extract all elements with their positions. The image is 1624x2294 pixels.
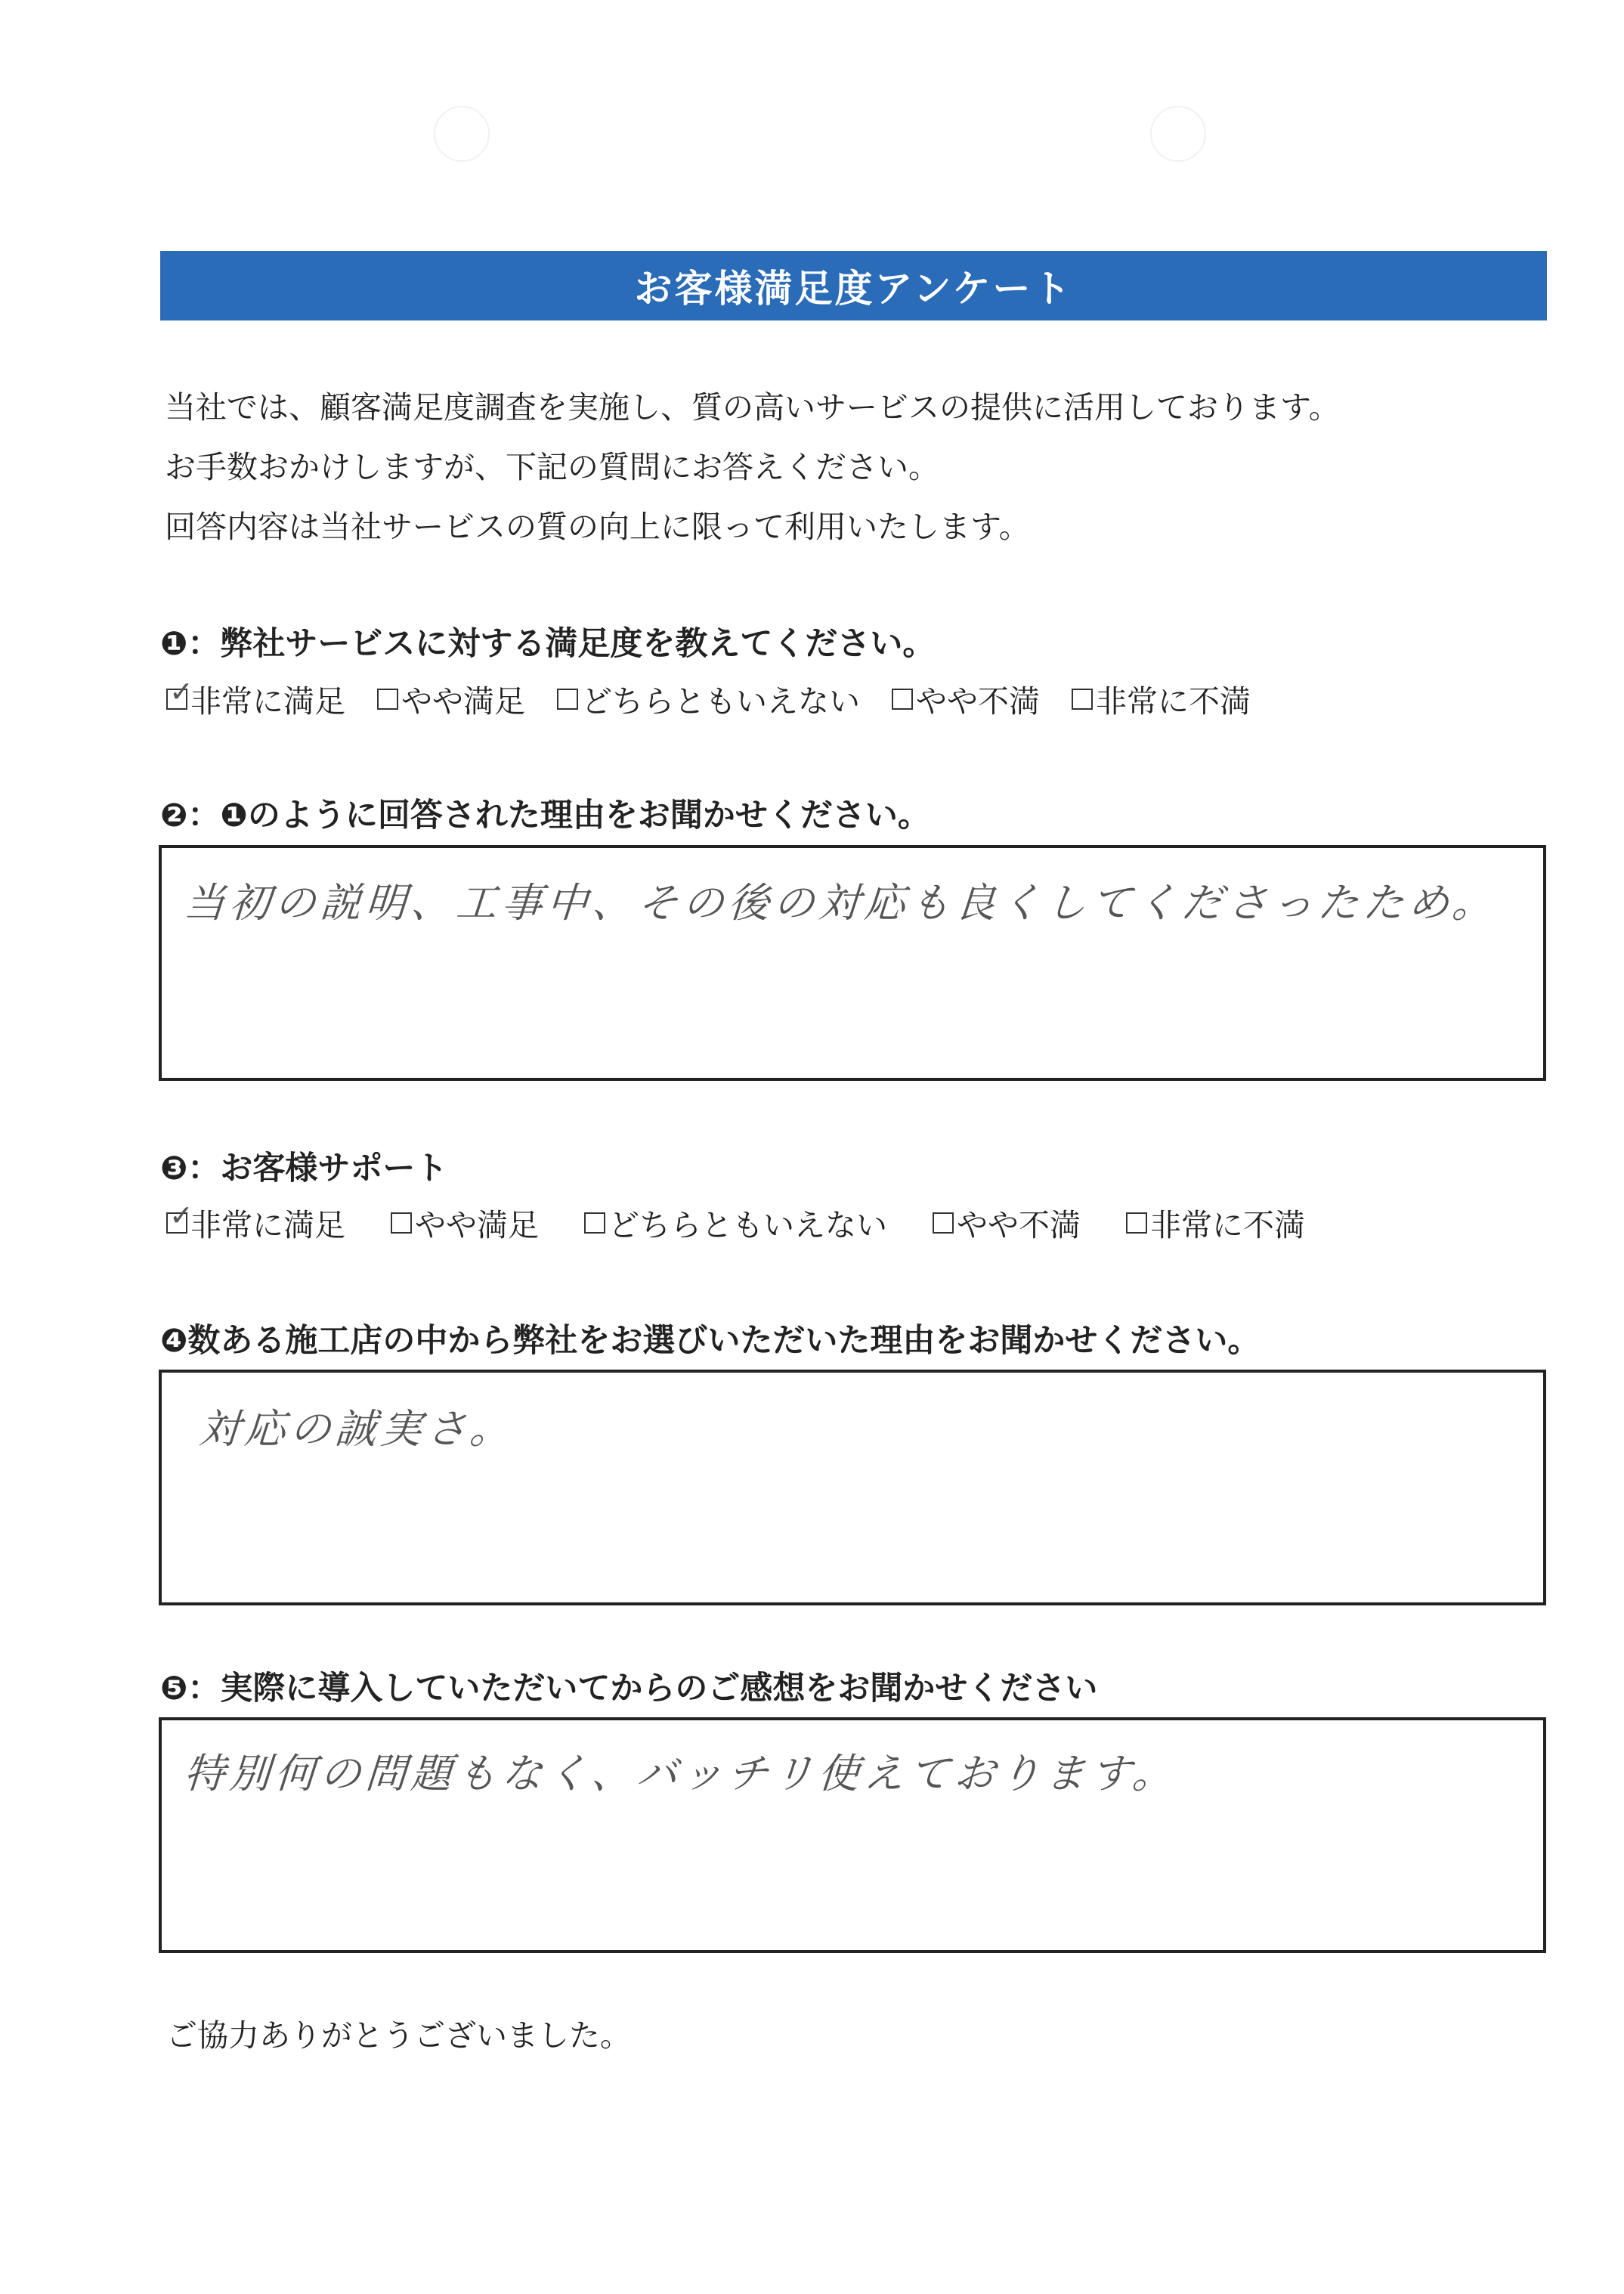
punch-hole-right (1150, 106, 1206, 162)
q1-option-somewhat-satisfied[interactable] (377, 676, 525, 721)
option-label: やや不満 (957, 1207, 1081, 1243)
q1-option-neutral[interactable] (557, 676, 860, 721)
checkbox-checked[interactable] (166, 1198, 193, 1234)
closing-message: ご協力ありがとうございました。 (166, 2017, 631, 2054)
check-mark-icon: ✓ (169, 674, 193, 708)
checkbox-checked[interactable] (166, 674, 193, 710)
checkbox[interactable] (557, 689, 578, 710)
check-mark-icon: ✓ (169, 1198, 193, 1232)
question-4-label: ❹数ある施工店の中から弊社をお選びいただいた理由をお聞かせください。 (160, 1322, 1261, 1360)
question-3-options (166, 1200, 1350, 1245)
option-label: やや満足 (401, 683, 525, 720)
option-label: 非常に満足 (190, 683, 345, 720)
checkbox[interactable] (391, 1212, 412, 1234)
q1-option-very-dissatisfied[interactable] (1072, 676, 1251, 721)
question-2-label: ❷：❶のように回答された理由をお聞かせください。 (160, 797, 930, 834)
option-label: どちらともいえない (581, 683, 860, 720)
question-5-label: ❺：実際に導入していただいてからのご感想をお聞かせください (160, 1670, 1098, 1707)
survey-title: お客様満足度アンケート (634, 267, 1073, 311)
checkbox[interactable] (1126, 1212, 1147, 1234)
question-2-answer-box[interactable] (159, 845, 1546, 1081)
checkbox[interactable] (892, 689, 913, 710)
option-label: どちらともいえない (608, 1207, 887, 1243)
intro-line: 当社では、顧客満足度調査を実施し、質の高いサービスの提供に活用しております。 (165, 389, 1340, 426)
intro-line: お手数おかけしますが、下記の質問にお答えください。 (165, 449, 939, 485)
q3-option-very-satisfied[interactable] (166, 1200, 345, 1245)
checkbox[interactable] (1072, 689, 1093, 710)
option-label: 非常に不満 (1096, 683, 1251, 720)
option-label: やや満足 (415, 1207, 539, 1243)
q1-option-very-satisfied[interactable] (166, 676, 345, 721)
checkbox[interactable] (933, 1212, 954, 1234)
checkbox[interactable] (377, 689, 398, 710)
punch-hole-left (434, 106, 490, 162)
q3-option-somewhat-dissatisfied[interactable] (933, 1200, 1081, 1245)
intro-line: 回答内容は当社サービスの質の向上に限って利用いたします。 (165, 509, 1030, 545)
handwritten-answer: 当初の説明、工事中、その後の対応も良くしてくださったため。 (182, 879, 1499, 927)
option-label: 非常に満足 (190, 1207, 345, 1243)
q3-option-very-dissatisfied[interactable] (1126, 1200, 1305, 1245)
question-1-label: ❶：弊社サービスに対する満足度を教えてください。 (160, 625, 936, 663)
intro-text (165, 378, 1340, 557)
option-label: 非常に不満 (1150, 1207, 1305, 1243)
option-label: やや不満 (916, 683, 1040, 720)
q3-option-neutral[interactable] (584, 1200, 887, 1245)
handwritten-answer: 対応の誠実さ。 (197, 1405, 517, 1453)
question-5-answer-box[interactable] (159, 1717, 1546, 1953)
survey-title-bar (160, 251, 1547, 320)
q3-option-somewhat-satisfied[interactable] (391, 1200, 539, 1245)
question-3-label: ❸：お客様サポート (160, 1150, 448, 1187)
handwritten-answer: 特別何の問題もなく、バッチリ使えております。 (182, 1750, 1180, 1797)
question-4-answer-box[interactable] (159, 1370, 1546, 1605)
checkbox[interactable] (584, 1212, 605, 1234)
q1-option-somewhat-dissatisfied[interactable] (892, 676, 1040, 721)
question-1-options (166, 676, 1282, 721)
